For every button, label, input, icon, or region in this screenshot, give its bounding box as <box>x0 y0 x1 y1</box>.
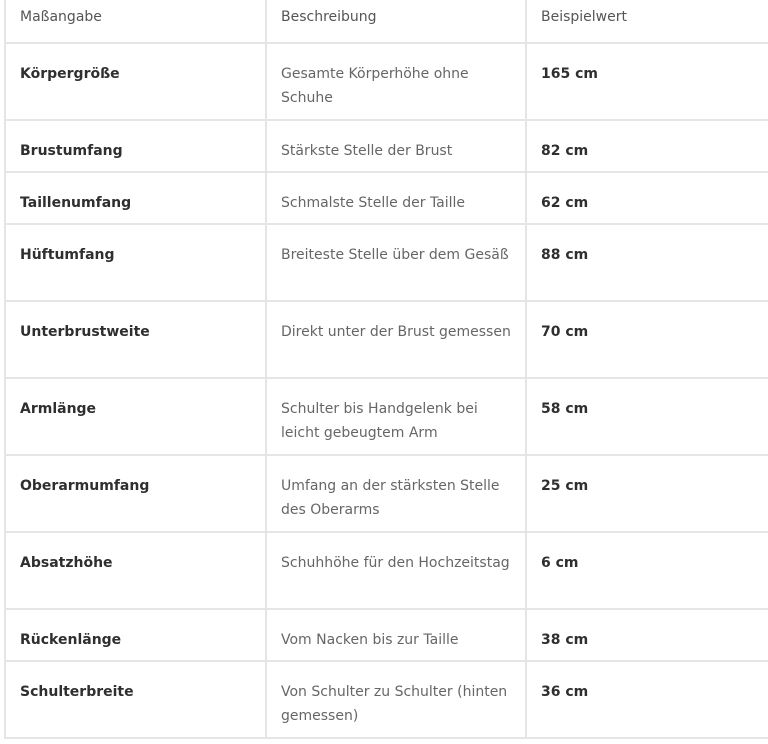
row-measurement-name: Unterbrustweite <box>5 301 266 378</box>
measurements-table <box>4 0 768 739</box>
row-example-value: 25 cm <box>526 455 768 532</box>
row-example-value: 58 cm <box>526 378 768 455</box>
table-row <box>5 120 768 172</box>
column-header-example-value: Beispielwert <box>526 0 768 43</box>
row-example-value: 62 cm <box>526 172 768 224</box>
row-description: Breiteste Stelle über dem Gesäß <box>266 224 526 301</box>
row-measurement-name: Körpergröße <box>5 43 266 120</box>
row-description: Vom Nacken bis zur Taille <box>266 609 526 661</box>
row-description: Gesamte Körperhöhe ohne Schuhe <box>266 43 526 120</box>
row-measurement-name: Armlänge <box>5 378 266 455</box>
row-example-value: 165 cm <box>526 43 768 120</box>
column-header-measurement: Maßangabe <box>5 0 266 43</box>
row-example-value: 88 cm <box>526 224 768 301</box>
table-row <box>5 661 768 738</box>
row-description: Umfang an der stärksten Stelle des Oberarms <box>266 455 526 532</box>
row-example-value: 82 cm <box>526 120 768 172</box>
column-header-description: Beschreibung <box>266 0 526 43</box>
table-header-row <box>5 0 768 43</box>
row-description: Direkt unter der Brust gemessen <box>266 301 526 378</box>
table-row <box>5 609 768 661</box>
table-row <box>5 378 768 455</box>
row-description: Stärkste Stelle der Brust <box>266 120 526 172</box>
table-row <box>5 532 768 609</box>
row-example-value: 36 cm <box>526 661 768 738</box>
table-row <box>5 172 768 224</box>
row-description: Schuhhöhe für den Hochzeitstag <box>266 532 526 609</box>
table-row <box>5 224 768 301</box>
row-measurement-name: Oberarmumfang <box>5 455 266 532</box>
table-row <box>5 43 768 120</box>
row-measurement-name: Hüftumfang <box>5 224 266 301</box>
row-measurement-name: Brustumfang <box>5 120 266 172</box>
table-row <box>5 301 768 378</box>
row-description: Von Schulter zu Schulter (hinten gemessen) <box>266 661 526 738</box>
table-row <box>5 455 768 532</box>
row-example-value: 6 cm <box>526 532 768 609</box>
row-example-value: 70 cm <box>526 301 768 378</box>
row-example-value: 38 cm <box>526 609 768 661</box>
row-description: Schulter bis Handgelenk bei leicht gebeugtem Arm <box>266 378 526 455</box>
row-measurement-name: Rückenlänge <box>5 609 266 661</box>
row-measurement-name: Absatzhöhe <box>5 532 266 609</box>
row-measurement-name: Schulterbreite <box>5 661 266 738</box>
row-measurement-name: Taillenumfang <box>5 172 266 224</box>
row-description: Schmalste Stelle der Taille <box>266 172 526 224</box>
